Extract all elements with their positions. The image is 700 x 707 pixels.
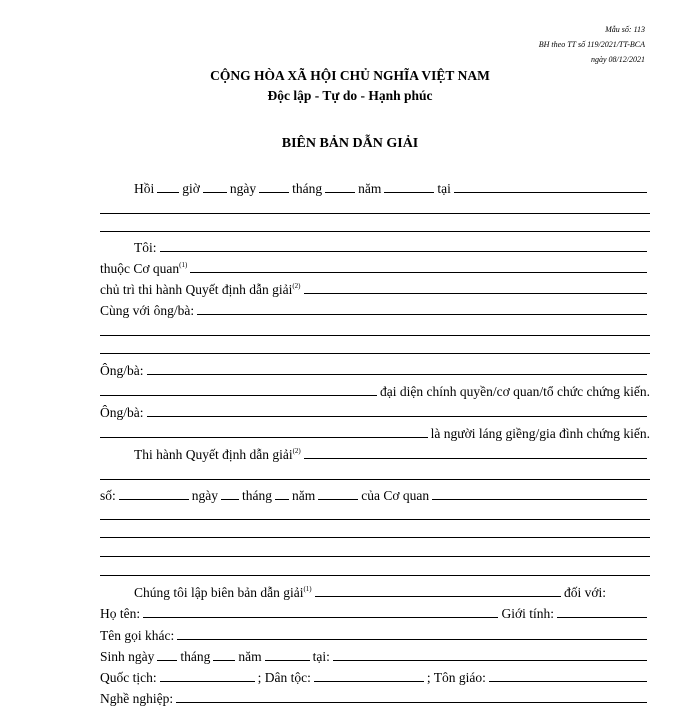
blank-nationality[interactable] bbox=[160, 681, 255, 682]
blank-gender[interactable] bbox=[557, 617, 647, 618]
footnote-mark: (1) bbox=[179, 261, 188, 269]
label-tai: tại bbox=[437, 181, 451, 196]
label-sinh-ngay: Sinh ngày bbox=[100, 649, 155, 664]
document-title: BIÊN BẢN DẪN GIẢI bbox=[281, 136, 419, 151]
label-gio: giờ bbox=[182, 181, 200, 196]
blank-presiding[interactable] bbox=[304, 293, 647, 294]
blank-decision-month[interactable] bbox=[275, 499, 289, 500]
label-cua-co-quan: của Cơ quan bbox=[361, 488, 430, 503]
blank-decision-year[interactable] bbox=[318, 499, 358, 500]
witness-2-line bbox=[100, 403, 650, 421]
agency-line bbox=[100, 259, 650, 277]
witness-1-role-line bbox=[100, 382, 650, 400]
blank-line[interactable] bbox=[100, 353, 650, 354]
blank-together-with[interactable] bbox=[197, 314, 647, 315]
blank-ethnicity[interactable] bbox=[314, 681, 424, 682]
national-title: CỘNG HÒA XÃ HỘI CHỦ NGHĨA VIỆT NAM bbox=[210, 68, 490, 83]
blank-witness-2[interactable] bbox=[147, 416, 648, 417]
label-nam: năm bbox=[292, 488, 316, 503]
presiding-line bbox=[100, 280, 650, 298]
blank-religion[interactable] bbox=[489, 681, 647, 682]
blank-line[interactable] bbox=[100, 213, 650, 214]
label-thi-hanh: Thi hành Quyết định dẫn giải$^{(2)}$ bbox=[134, 447, 301, 462]
blank-line[interactable] bbox=[100, 479, 650, 480]
blank-birth-day[interactable] bbox=[157, 660, 177, 661]
national-motto: Độc lập - Tự do - Hạnh phúc bbox=[267, 88, 433, 103]
full-name-line bbox=[100, 604, 650, 622]
blank-birth-month[interactable] bbox=[213, 660, 235, 661]
time-place-line bbox=[134, 179, 650, 197]
label-thang: tháng bbox=[292, 181, 323, 196]
label-ngay: ngày bbox=[191, 488, 219, 503]
label-ong-ba-2: Ông/bà: bbox=[100, 405, 144, 420]
decision-number-line bbox=[100, 486, 650, 504]
label-cung-voi: Cùng với ông/bà: bbox=[100, 303, 195, 318]
label-so: số: bbox=[100, 488, 116, 503]
blank-agency[interactable] bbox=[190, 272, 647, 273]
blank-witness-1-org[interactable] bbox=[100, 395, 377, 396]
blank-line[interactable] bbox=[100, 537, 650, 538]
blank-subject-intro[interactable] bbox=[315, 596, 561, 597]
blank-decision-agency[interactable] bbox=[432, 499, 647, 500]
label-chung-toi: Chúng tôi lập biên bản dẫn giải$^{(1)}$ bbox=[134, 585, 312, 600]
together-with-line bbox=[100, 301, 650, 319]
blank-line[interactable] bbox=[100, 335, 650, 336]
blank-line[interactable] bbox=[100, 519, 650, 520]
blank-hour[interactable] bbox=[157, 192, 179, 193]
blank-decision-number[interactable] bbox=[119, 499, 189, 500]
label-chu-tri: chủ trì thi hành Quyết định dẫn giải$^{(2)}$ bbox=[100, 282, 301, 297]
label-dan-toc: ; Dân tộc: bbox=[257, 670, 311, 685]
label-nghe-nghiep: Nghề nghiệp: bbox=[100, 691, 174, 706]
alias-line bbox=[100, 626, 650, 644]
birth-line bbox=[100, 647, 650, 665]
label-ton-giao: ; Tôn giáo: bbox=[426, 670, 486, 685]
blank-witness-2-relation[interactable] bbox=[100, 437, 428, 438]
blank-decision[interactable] bbox=[304, 458, 647, 459]
blank-birth-place[interactable] bbox=[333, 660, 647, 661]
blank-full-name[interactable] bbox=[143, 617, 498, 618]
blank-year[interactable] bbox=[384, 192, 434, 193]
nationality-line bbox=[100, 668, 650, 686]
label-toi: Tôi: bbox=[134, 240, 157, 255]
label-ho-ten: Họ tên: bbox=[100, 606, 141, 621]
label-lang-gieng: là người láng giềng/gia đình chứng kiến. bbox=[430, 426, 650, 441]
blank-officer-name[interactable] bbox=[160, 251, 648, 252]
blank-witness-1[interactable] bbox=[147, 374, 648, 375]
form-code-block bbox=[539, 22, 645, 67]
decision-line bbox=[134, 445, 650, 463]
occupation-line bbox=[100, 689, 650, 707]
blank-birth-year[interactable] bbox=[265, 660, 310, 661]
blank-occupation[interactable] bbox=[176, 702, 647, 703]
form-date: ngày 08/12/2021 bbox=[591, 55, 645, 64]
label-co-quan: thuộc Cơ quan$^{(1)}$ bbox=[100, 261, 188, 276]
footnote-mark: (2) bbox=[292, 447, 301, 455]
blank-month[interactable] bbox=[325, 192, 355, 193]
footnote-mark: (1) bbox=[303, 585, 312, 593]
blank-minute[interactable] bbox=[203, 192, 227, 193]
blank-line[interactable] bbox=[100, 575, 650, 576]
form-circular: BH theo TT số 119/2021/TT-BCA bbox=[538, 40, 645, 49]
label-thang: tháng bbox=[180, 649, 211, 664]
blank-day[interactable] bbox=[259, 192, 289, 193]
blank-decision-day[interactable] bbox=[221, 499, 239, 500]
label-thang: tháng bbox=[242, 488, 273, 503]
label-quoc-tich: Quốc tịch: bbox=[100, 670, 157, 685]
label-dai-dien: đại diện chính quyền/cơ quan/tổ chức chứng kiến. bbox=[380, 384, 650, 399]
label-nam: năm bbox=[238, 649, 262, 664]
form-number: Mẫu số: 113 bbox=[605, 25, 645, 34]
label-nam: năm bbox=[358, 181, 382, 196]
label-ten-goi-khac: Tên gọi khác: bbox=[100, 628, 175, 643]
label-gioi-tinh: Giới tính: bbox=[501, 606, 554, 621]
label-tai: tại: bbox=[312, 649, 330, 664]
blank-line[interactable] bbox=[100, 556, 650, 557]
officer-line bbox=[134, 238, 650, 256]
subject-intro-line bbox=[134, 583, 650, 601]
blank-alias[interactable] bbox=[177, 639, 647, 640]
label-hoi: Hồi bbox=[134, 181, 155, 196]
footnote-mark: (2) bbox=[292, 282, 301, 290]
label-ong-ba: Ông/bà: bbox=[100, 363, 144, 378]
blank-place[interactable] bbox=[454, 192, 647, 193]
label-doi-voi: đối với: bbox=[563, 585, 606, 600]
blank-line[interactable] bbox=[100, 231, 650, 232]
witness-1-line bbox=[100, 361, 650, 379]
witness-2-role-line bbox=[100, 424, 650, 442]
label-ngay: ngày bbox=[229, 181, 257, 196]
